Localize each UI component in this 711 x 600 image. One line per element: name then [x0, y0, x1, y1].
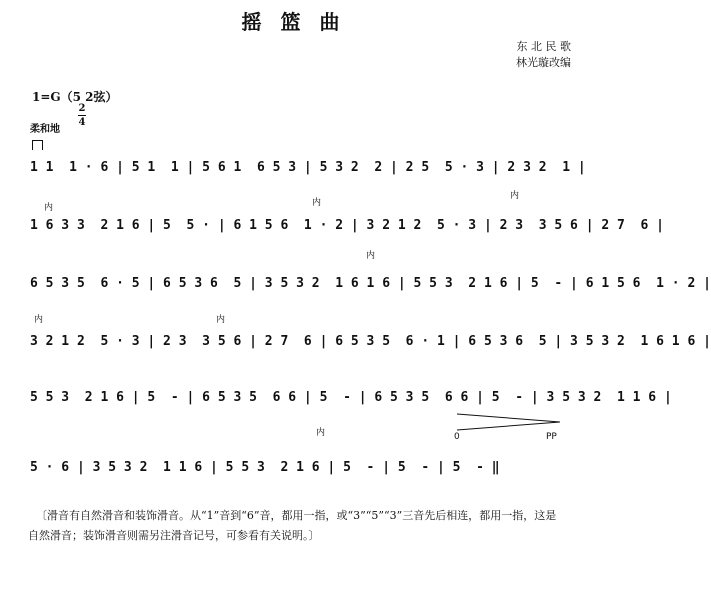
credit-arranger: 林光璇改编 [516, 56, 571, 69]
credit-origin: 东 北 民 歌 [516, 40, 571, 53]
time-signature [78, 103, 86, 128]
key-signature: 1=G（5 2弦） [32, 90, 118, 104]
staff-line-3: 6 5 3 5 6 · 5 | 6 5 3 6 5 | 3 5 3 2 1 6 1 6 | 5 5 3 2 1 6 | 5 - | 6 1 5 6 1 · 2 | [30, 276, 711, 291]
time-signature-top: 2 [78, 103, 86, 114]
inner-string-mark: 内 [44, 203, 54, 213]
staff-line-2: 1 6 3 3 2 1 6 | 5 5 · | 6 1 5 6 1 · 2 | 3 2 1 2 5 · 3 | 2 3 3 5 6 | 2 7 6 | [30, 218, 664, 233]
inner-string-mark: 内 [34, 315, 44, 325]
time-signature-bottom: 4 [78, 117, 86, 128]
decrescendo-icon [455, 410, 565, 434]
page-title: 摇 篮 曲 [241, 10, 346, 34]
tempo-marking: 柔和地 [30, 124, 60, 135]
inner-string-mark: 内 [312, 198, 322, 208]
dynamic-start: 0 [454, 432, 460, 442]
staff-line-4: 3 2 1 2 5 · 3 | 2 3 3 5 6 | 2 7 6 | 6 5 3 5 6 · 1 | 6 5 3 6 5 | 3 5 3 2 1 6 1 6 | [30, 334, 711, 349]
staff-line-1: 1 1 1 · 6 | 5 1 1 | 5 6 1 6 5 3 | 5 3 2 2 | 2 5 5 · 3 | 2 3 2 1 | [30, 160, 586, 175]
staff-line-6: 5 · 6 | 3 5 3 2 1 1 6 | 5 5 3 2 1 6 | 5 - | 5 - | 5 - ‖ [30, 460, 500, 475]
inner-string-mark: 内 [216, 315, 226, 325]
inner-string-mark: 内 [366, 251, 376, 261]
inner-string-mark: 内 [316, 428, 326, 438]
performance-note: 〔滑音有自然滑音和装饰滑音。从“1”音到“6”音，都用一指，或“3”“5”“3”三音先后相连，都用一指，这是自然滑音；装饰滑音则需另注滑音记号，可参看有关说明。〕 [28, 509, 557, 542]
staff-line-5: 5 5 3 2 1 6 | 5 - | 6 5 3 5 6 6 | 5 - | 6 5 3 5 6 6 | 5 - | 3 5 3 2 1 1 6 | [30, 390, 672, 405]
down-bow-icon [32, 140, 43, 150]
inner-string-mark: 内 [510, 191, 520, 201]
dynamic-end: PP [546, 432, 557, 442]
